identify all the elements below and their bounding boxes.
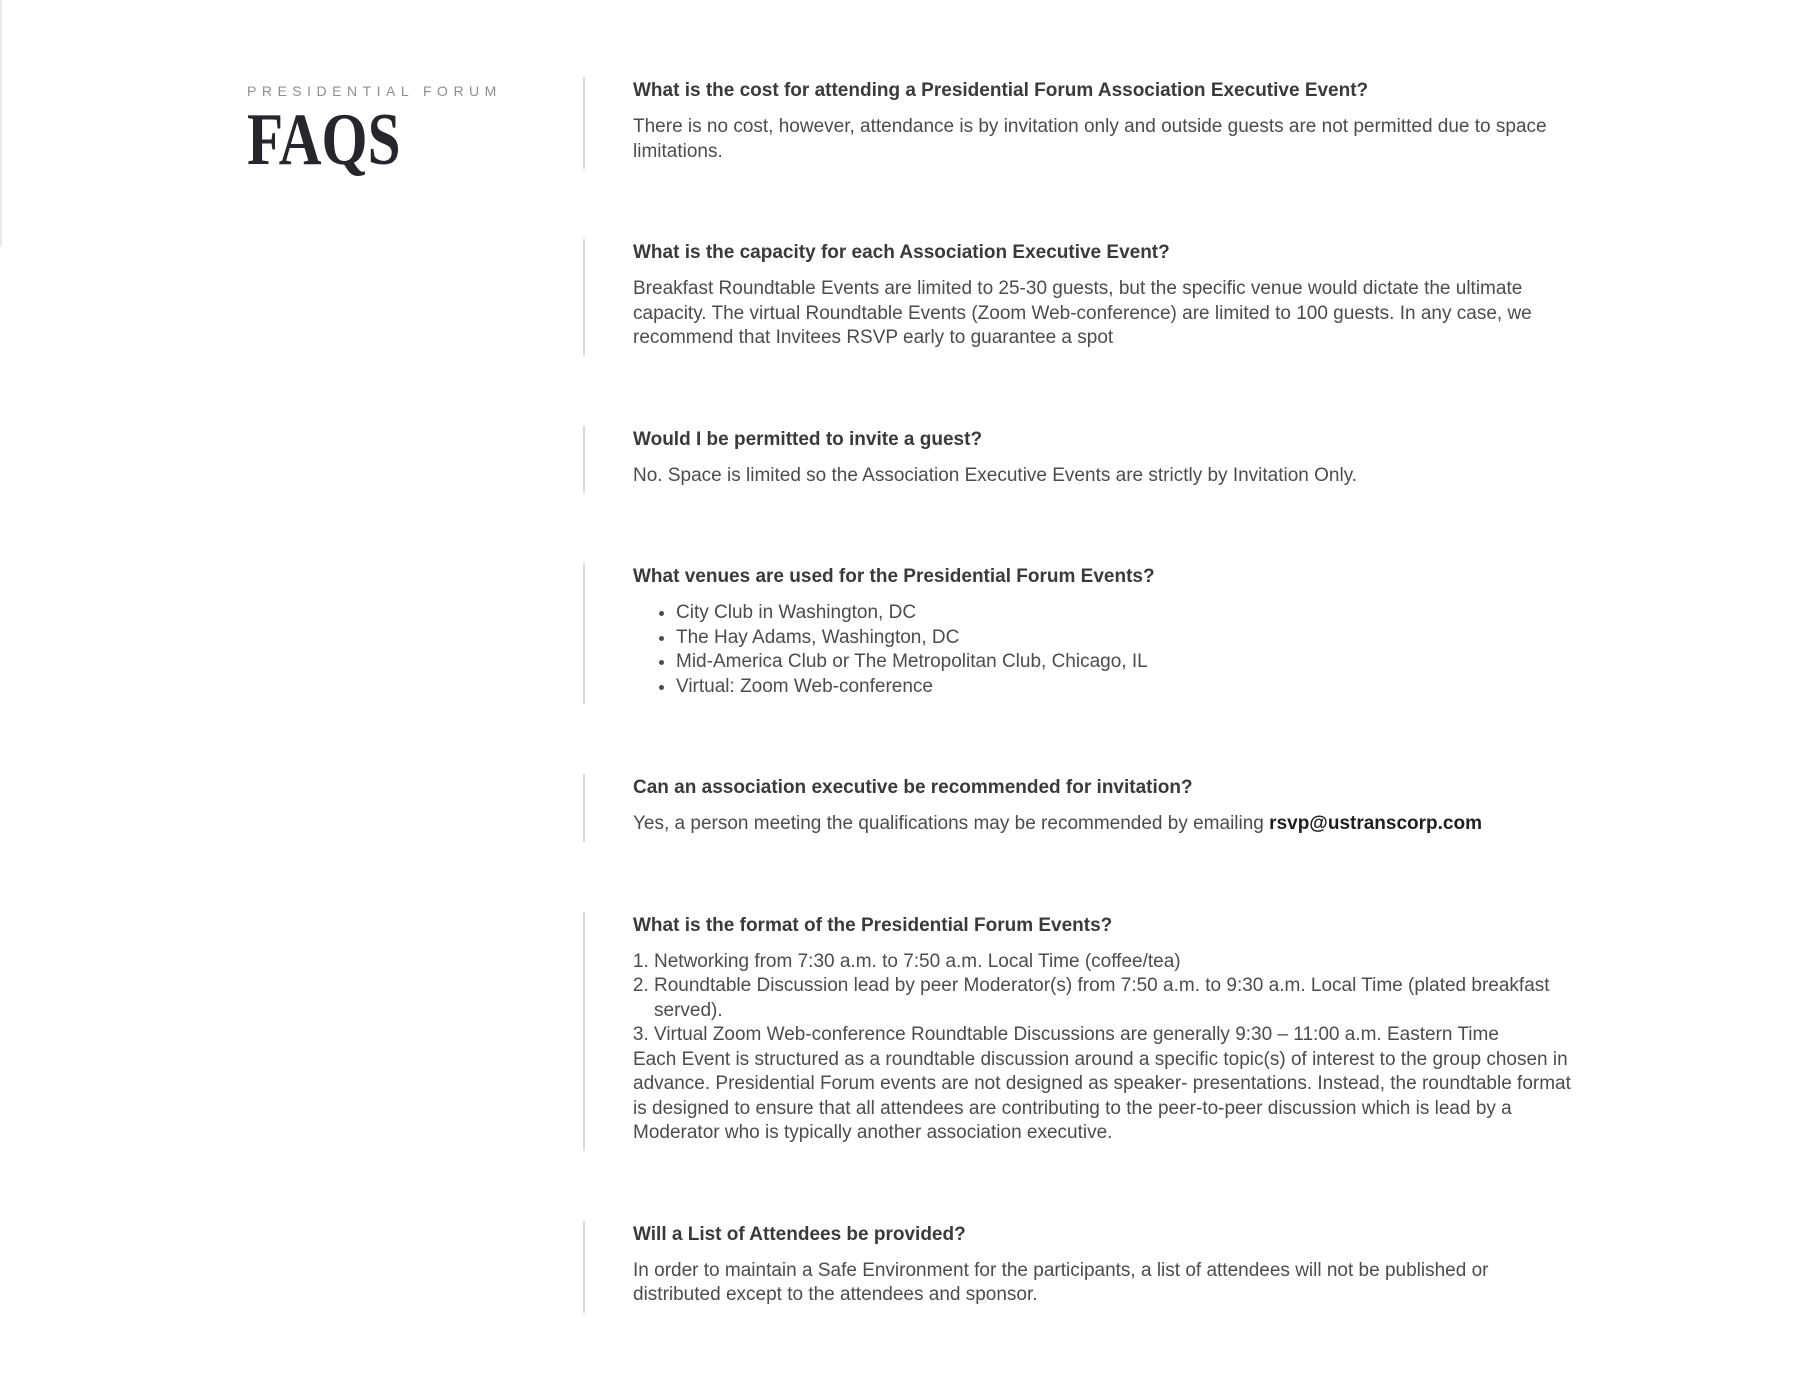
faq-item-venues	[583, 563, 1578, 704]
faq-answer: No. Space is limited so the Association Executive Events are strictly by Invitation Only.	[633, 464, 1358, 486]
faq-answer: Breakfast Roundtable Events are limited to 25-30 guests, but the specific venue would dictate the ultimate capacity. The virtual Roundtable Events (Zoom Web-conference) are limited to 100 guests. In any case, we recommend that Invitees RSVP early to guarantee a spot	[633, 278, 1532, 348]
faq-question: Will a List of Attendees be provided?	[633, 1223, 966, 1245]
kicker-label: PRESIDENTIAL FORUM	[247, 83, 502, 99]
faq-item-format	[583, 912, 1578, 1151]
venue-list	[633, 601, 1578, 699]
faq-question: What is the cost for attending a Presidential Forum Association Executive Event?	[633, 80, 1369, 101]
faq-question: What is the capacity for each Association Executive Event?	[633, 242, 1170, 263]
faq-answer	[633, 812, 1578, 837]
faq-question: What venues are used for the Presidential Forum Events?	[633, 566, 1155, 587]
faq-item-cost	[583, 77, 1578, 169]
list-item: 1. Networking from 7:30 a.m. to 7:50 a.m. Local Time (coffee/tea)	[654, 950, 1558, 975]
faq-answer: There is no cost, however, attendance is by invitation only and outside guests are not permitted due to space limitations.	[633, 116, 1547, 162]
page-title: FAQS	[247, 99, 401, 181]
list-item: • The Hay Adams, Washington, DC	[676, 626, 1578, 651]
list-item: 2. Roundtable Discussion lead by peer Moderator(s) from 7:50 a.m. to 9:30 a.m. Local Time (plated breakfast served).	[654, 974, 1558, 1023]
faq-answer: In order to maintain a Safe Environment for the participants, a list of attendees will not be published or distributed except to the attendees and sponsor.	[633, 1259, 1489, 1305]
faq-question: What is the format of the Presidential Forum Events?	[633, 914, 1113, 936]
faq-question: Would I be permitted to invite a guest?	[633, 428, 983, 450]
list-item: • City Club in Washington, DC	[676, 601, 1578, 626]
doc-header	[247, 83, 502, 181]
format-steps	[633, 950, 1558, 1048]
faq-question: Can an association executive be recommended for invitation?	[633, 777, 1193, 798]
faq-item-recommendation	[583, 774, 1578, 842]
faq-answer: Each Event is structured as a roundtable discussion around a specific topic(s) of interest to the group chosen in advance. Presidential Forum events are not designed as speaker- presentations. Instead, the roundtable format is designed to ensure that all attendees are contributing to the peer-to-peer discussion which is lead by a Moderator who is typically another association executive.	[633, 1048, 1571, 1143]
list-item: • Virtual: Zoom Web-conference	[676, 675, 1578, 700]
faq-answer-text: Yes, a person meeting the qualifications may be recommended by emailing	[633, 813, 1270, 834]
faq-item-capacity	[583, 239, 1578, 356]
faq-item-guest	[583, 426, 1578, 494]
rsvp-email-link[interactable]: rsvp@ustranscorp.com	[1269, 813, 1482, 834]
list-item: 3. Virtual Zoom Web-conference Roundtable Discussions are generally 9:30 – 11:00 a.m. Eastern Time	[654, 1023, 1558, 1048]
faq-item-attendee-list	[583, 1221, 1578, 1313]
faq-list	[583, 77, 1583, 1313]
list-item: • Mid-America Club or The Metropolitan Club, Chicago, IL	[676, 650, 1578, 675]
page-edge-line	[0, 0, 2, 247]
